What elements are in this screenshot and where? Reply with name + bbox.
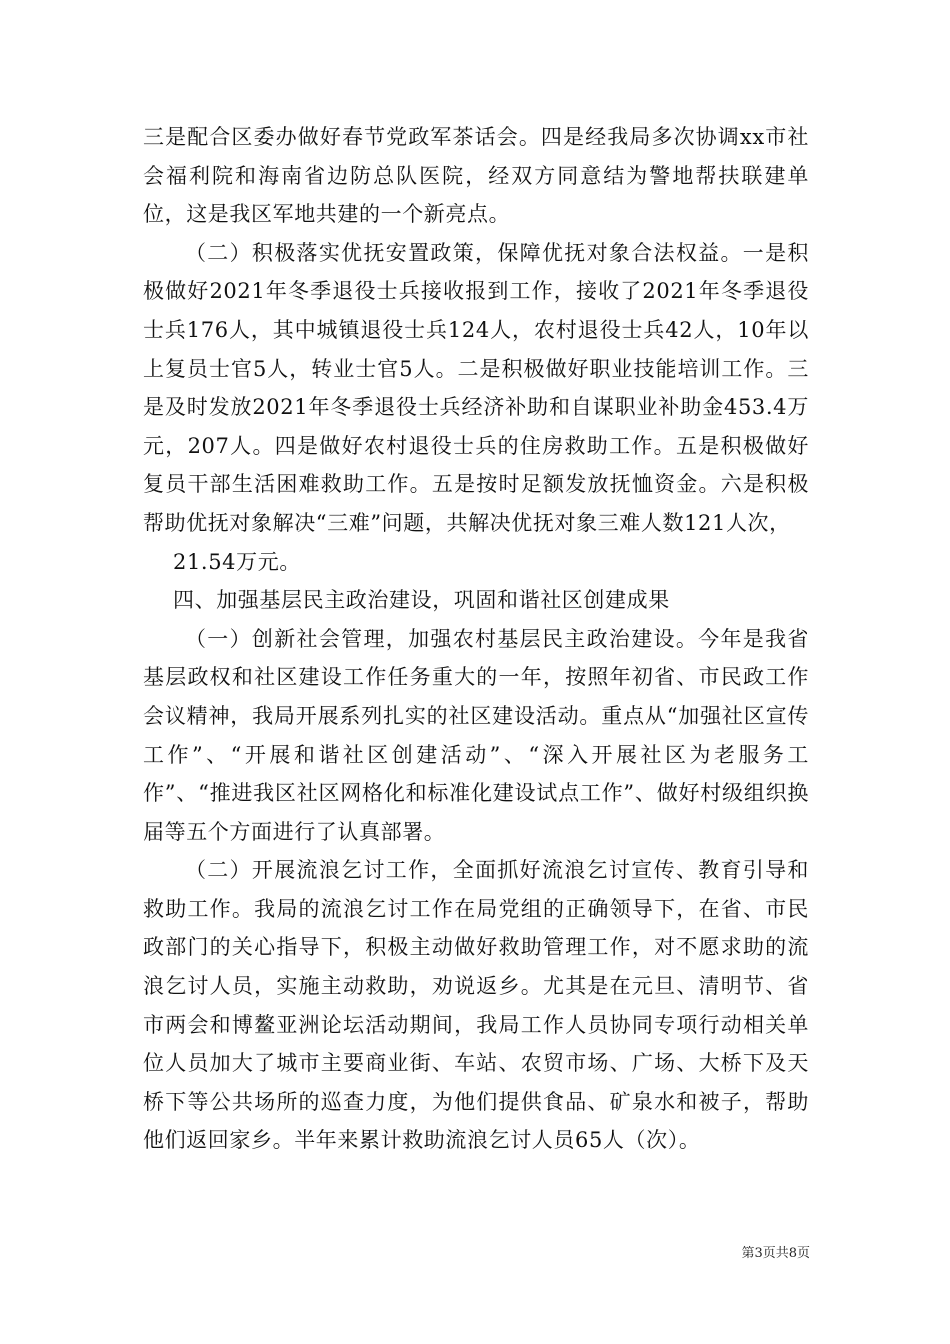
paragraph-vagrant-assistance: （二）开展流浪乞讨工作，全面抓好流浪乞讨宣传、教育引导和救助工作。我局的流浪乞讨工作在局党组的正确领导下，在省、市民政部门的关心指导下，积极主动做好救助管理工作，对不愿求助的流浪乞讨人员，实施主动救助，劝说返乡。尤其是在元旦、清明节、省市两会和博鳌亚洲论坛活动期间，我局工作人员协同专项行动相关单位人员加大了城市主要商业街、车站、农贸市场、广场、大桥下及天桥下等公共场所的巡查力度，为他们提供食品、矿泉水和被子，帮助他们返回家乡。半年来累计救助流浪乞讨人员65人（次）。	[143, 858, 809, 1153]
paragraph-amount-continuation: 21.54万元。	[173, 549, 301, 574]
section-heading-grassroots-democracy: 四、加强基层民主政治建设，巩固和谐社区创建成果	[173, 588, 670, 613]
page-number-footer: 第3页共8页	[741, 1246, 810, 1261]
document-body	[143, 118, 809, 1160]
paragraph-preferential-care-policy: （二）积极落实优抚安置政策，保障优抚对象合法权益。一是积极做好2021年冬季退役士兵接收报到工作，接收了2021年冬季退役士兵176人，其中城镇退役士兵124人，农村退役士兵42人，10年以上复员士官5人，转业士官5人。二是积极做好职业技能培训工作。三是及时发放2021年冬季退役士兵经济补助和自谋职业补助金453.4万元，207人。四是做好农村退役士兵的住房救助工作。五是积极做好复员干部生活困难救助工作。五是按时足额发放抚恤资金。六是积极帮助优抚对象解决“三难”问题，共解决优抚对象三难人数121人次，	[143, 240, 809, 535]
paragraph-military-civil-cooperation: 三是配合区委办做好春节党政军茶话会。四是经我局多次协调xx市社会福利院和海南省边防总队医院，经双方同意结为警地帮扶联建单位，这是我区军地共建的一个新亮点。	[143, 125, 809, 227]
paragraph-social-management: （一）创新社会管理，加强农村基层民主政治建设。今年是我省基层政权和社区建设工作任务重大的一年，按照年初省、市民政工作会议精神，我局开展系列扎实的社区建设活动。重点从“加强社区宣传工作”、“开展和谐社区创建活动”、“深入开展社区为老服务工作”、“推进我区社区网格化和标准化建设试点工作”、做好村级组织换届等五个方面进行了认真部署。	[143, 626, 809, 844]
